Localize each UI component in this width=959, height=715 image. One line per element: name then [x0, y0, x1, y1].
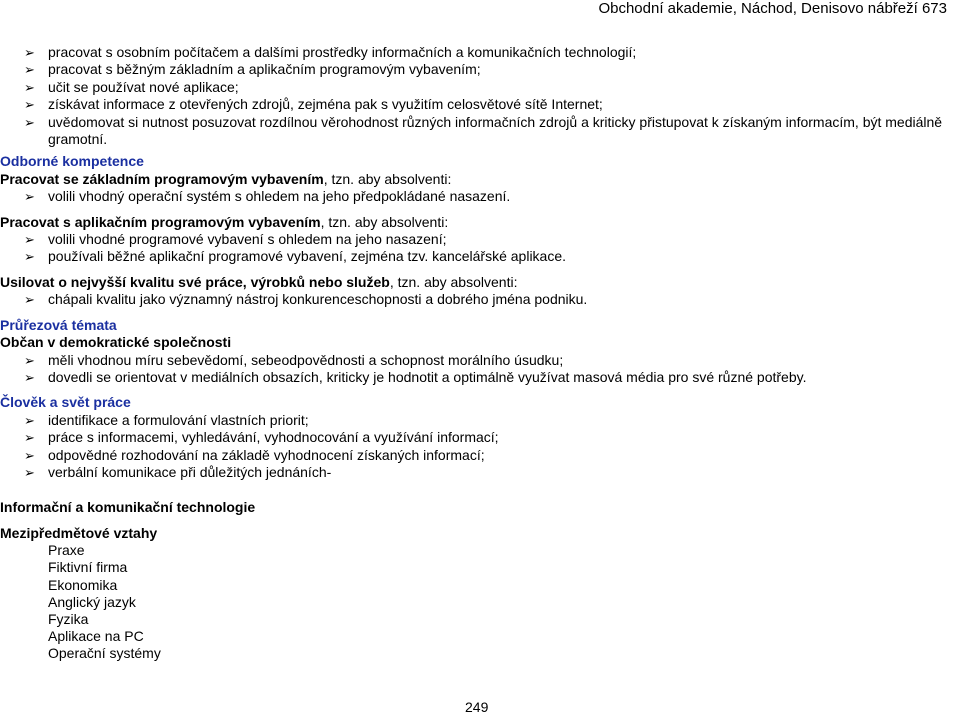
odborne-kompetence-title: Odborné kompetence	[0, 153, 144, 170]
arrow-bullet-icon: ➢	[24, 369, 35, 385]
arrow-bullet-icon: ➢	[24, 97, 35, 113]
list-item: ➢ chápali kvalitu jako významný nástroj konkurenceschopnosti a dobrého jména podniku.	[24, 291, 588, 308]
arrow-bullet-icon: ➢	[24, 232, 35, 248]
arrow-bullet-icon: ➢	[24, 430, 35, 446]
list-item: ➢ pracovat s osobním počítačem a dalšími prostředky informačních a komunikačních technologií;	[24, 44, 637, 60]
section-list	[0, 188, 959, 205]
list-item: ➢ získávat informace z otevřených zdrojů, zejména pak s využitím celosvětové sítě Internet;	[24, 96, 603, 113]
intro-list	[0, 44, 959, 148]
list-item: Aplikace na PC	[48, 628, 144, 645]
arrow-bullet-icon: ➢	[24, 464, 35, 480]
clovek-heading: Člověk a svět práce	[0, 394, 131, 411]
mezipredmetove-title: Mezipředmětové vztahy	[0, 524, 158, 541]
list-item: Praxe	[48, 542, 85, 559]
arrow-bullet-icon: ➢	[24, 249, 35, 265]
list-item: ➢ odpovědné rozhodování na základě vyhodnocení získaných informací;	[24, 446, 485, 463]
arrow-bullet-icon: ➢	[24, 447, 35, 463]
arrow-bullet-icon: ➢	[24, 79, 35, 95]
list-item: ➢ pracovat s běžným základním a aplikačním programovým vybavením;	[24, 61, 481, 78]
list-item: ➢ měli vhodnou míru sebevědomí, sebeodpovědnosti a schopnost morálního úsudku;	[24, 351, 564, 368]
ikt-heading: Informační a komunikační technologie	[0, 499, 256, 516]
obcan-heading: Občan v demokratické společnosti	[0, 334, 232, 351]
obcan-list	[0, 352, 959, 387]
list-item: ➢ používali běžné aplikační programové vybavení, zejména tzv. kancelářské aplikace.	[24, 248, 567, 265]
list-item: ➢ volili vhodné programové vybavení s ohledem na jeho nasazení;	[24, 231, 447, 248]
list-item: ➢ verbální komunikace při důležitých jednáních-	[24, 463, 332, 480]
arrow-bullet-icon: ➢	[24, 292, 35, 308]
list-item: ➢ učit se používat nové aplikace;	[24, 78, 239, 95]
section-heading: Pracovat s aplikačním programovým vybavením, tzn. aby absolventi:	[0, 213, 449, 230]
list-item: Operační systémy	[48, 645, 161, 662]
document-header: Obchodní akademie, Náchod, Denisovo nábřeží 673	[598, 0, 947, 17]
arrow-bullet-icon: ➢	[24, 114, 35, 130]
list-item: ➢ volili vhodný operační systém s ohledem na jeho předpokládané nasazení.	[24, 188, 511, 205]
list-item: ➢ identifikace a formulování vlastních priorit;	[24, 411, 309, 428]
page-number: 249	[465, 699, 489, 715]
list-item: Fiktivní firma	[48, 559, 128, 576]
section-list	[0, 231, 959, 266]
list-item: Fyzika	[48, 610, 89, 627]
document-body	[0, 44, 959, 663]
section-heading: Pracovat se základním programovým vybavením, tzn. aby absolventi:	[0, 170, 452, 187]
arrow-bullet-icon: ➢	[24, 189, 35, 205]
mezipredmetove-list	[0, 542, 959, 662]
list-item: Anglický jazyk	[48, 593, 136, 610]
list-item: ➢ uvědomovat si nutnost posuzovat rozdílnou věrohodnost různých informačních zdrojů a kriticky přistupovat k získaným informacím, být mediálně gramotní.	[24, 113, 943, 148]
section-heading: Usilovat o nejvyšší kvalitu své práce, výrobků nebo služeb, tzn. aby absolventi:	[0, 273, 518, 290]
arrow-bullet-icon: ➢	[24, 45, 35, 60]
list-item: Ekonomika	[48, 576, 118, 593]
list-item: ➢ práce s informacemi, vyhledávání, vyhodnocování a využívání informací;	[24, 429, 499, 446]
arrow-bullet-icon: ➢	[24, 412, 35, 428]
arrow-bullet-icon: ➢	[24, 62, 35, 78]
arrow-bullet-icon: ➢	[24, 352, 35, 368]
section-list	[0, 291, 959, 308]
clovek-list	[0, 412, 959, 482]
prurezova-temata-title: Průřezová témata	[0, 316, 117, 333]
list-item: ➢ dovedli se orientovat v mediálních obsazích, kriticky je hodnotit a optimálně využívat masová média pro své různé potřeby.	[24, 368, 807, 385]
